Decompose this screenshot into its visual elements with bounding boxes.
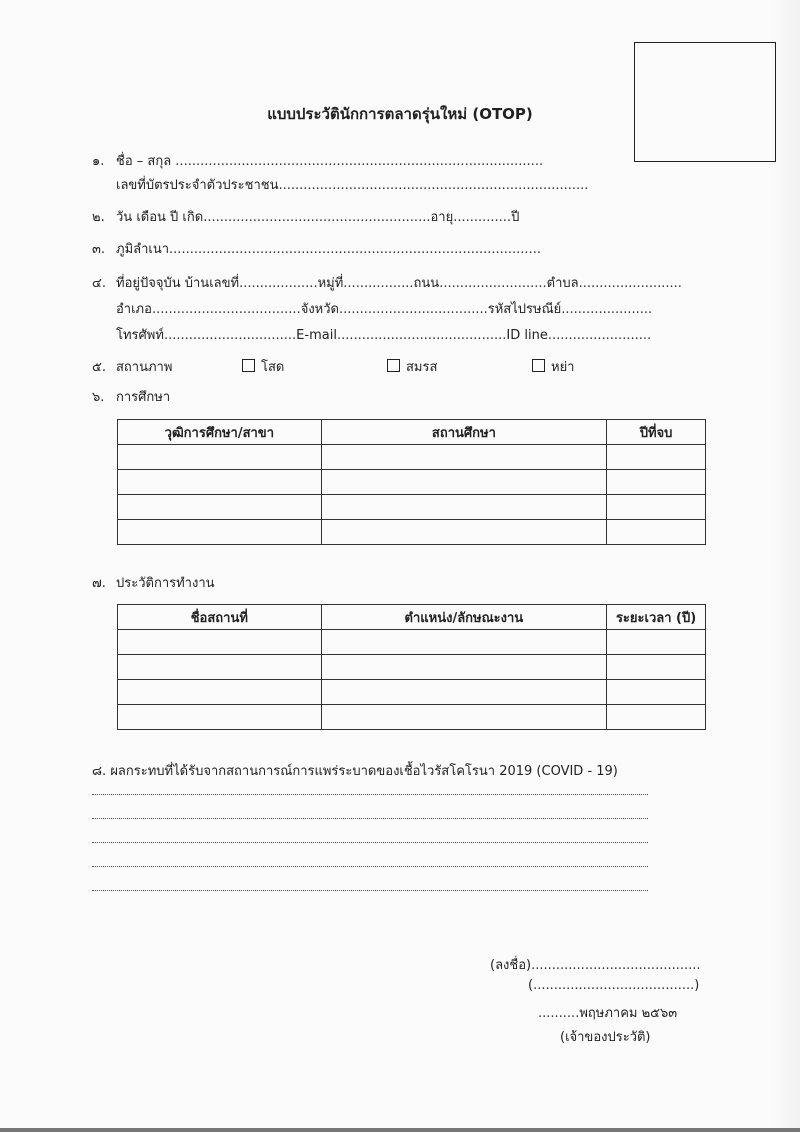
phone-field[interactable]: ................................	[163, 328, 297, 343]
table-cell[interactable]	[118, 655, 322, 680]
checkbox-single[interactable]	[242, 359, 255, 372]
table-row	[118, 470, 706, 495]
postcode-field[interactable]: ......................	[561, 302, 653, 317]
item-number: ๗.	[92, 576, 106, 591]
item-number: ๒.	[92, 210, 105, 225]
column-header: ปีที่จบ	[607, 420, 706, 445]
status-option-divorced[interactable]	[532, 356, 575, 377]
status-divorced-label: หย่า	[551, 360, 575, 375]
table-cell[interactable]	[607, 680, 706, 705]
answer-line[interactable]	[92, 794, 648, 795]
table-row	[118, 705, 706, 730]
row-covid	[92, 760, 618, 781]
status-option-single[interactable]	[242, 356, 284, 377]
checkbox-divorced[interactable]	[532, 359, 545, 372]
covid-label: ผลกระทบที่ได้รับจากสถานการณ์การแพร่ระบาดของเชื้อไวรัสโคโรนา 2019 (COVID - 19)	[110, 764, 618, 779]
work-label: ประวัติการทำงาน	[116, 576, 215, 591]
column-header: สถานศึกษา	[321, 420, 606, 445]
column-header: วุฒิการศึกษา/สาขา	[118, 420, 322, 445]
province-label: จังหวัด	[300, 302, 339, 317]
education-label: การศึกษา	[116, 390, 171, 405]
day-field[interactable]: ..........	[538, 1006, 580, 1021]
owner-caption: (เจ้าของประวัติ)	[560, 1030, 651, 1045]
column-header: ชื่อสถานที่	[118, 605, 322, 630]
moo-field[interactable]: .................	[343, 276, 414, 291]
table-row	[118, 445, 706, 470]
date-line	[538, 1002, 677, 1023]
row-hometown	[92, 238, 541, 259]
answer-line[interactable]	[92, 842, 648, 843]
table-header-row	[118, 420, 706, 445]
moo-label: หมู่ที่	[317, 276, 344, 291]
table-row	[118, 495, 706, 520]
amphoe-label: อำเภอ	[116, 302, 152, 317]
birth-field[interactable]: .......................................................	[203, 210, 431, 225]
table-header-row	[118, 605, 706, 630]
name-field[interactable]: .........................................................................................	[171, 154, 544, 169]
row-address-2	[116, 298, 652, 319]
table-cell[interactable]	[607, 655, 706, 680]
table-row	[118, 680, 706, 705]
status-option-married[interactable]	[387, 356, 437, 377]
age-field[interactable]: ..............	[453, 210, 512, 225]
page-shadow	[770, 0, 800, 1132]
table-row	[118, 630, 706, 655]
table-cell[interactable]	[607, 630, 706, 655]
tambon-field[interactable]: .........................	[578, 276, 682, 291]
table-cell[interactable]	[321, 520, 606, 545]
signature-line	[490, 954, 701, 975]
item-number: ๑.	[92, 154, 105, 169]
table-cell[interactable]	[118, 445, 322, 470]
amphoe-field[interactable]: ....................................	[151, 302, 301, 317]
table-cell[interactable]	[321, 470, 606, 495]
status-label: สถานภาพ	[116, 360, 173, 375]
table-cell[interactable]	[321, 630, 607, 655]
age-label: อายุ	[430, 210, 454, 225]
row-education	[92, 386, 170, 407]
printed-name-line	[528, 978, 699, 993]
education-table	[117, 419, 706, 545]
table-cell[interactable]	[118, 630, 322, 655]
table-row	[118, 655, 706, 680]
answer-line[interactable]	[92, 818, 648, 819]
row-id	[116, 174, 588, 195]
row-contact	[116, 324, 651, 345]
row-status	[92, 356, 172, 377]
column-header: ระยะเวลา (ปี)	[607, 605, 706, 630]
table-cell[interactable]	[321, 655, 607, 680]
id-field[interactable]: ...........................................................................	[278, 178, 589, 193]
name-label: ชื่อ – สกุล	[116, 154, 172, 169]
page-bottom-edge	[0, 1128, 800, 1132]
address-label: ที่อยู่ปัจจุบัน บ้านเลขที่	[116, 276, 240, 291]
date-text: พฤษภาคม ๒๕๖๓	[579, 1006, 678, 1021]
table-cell[interactable]	[607, 495, 706, 520]
item-number: ๔.	[92, 276, 106, 291]
answer-line[interactable]	[92, 890, 648, 891]
form-title: แบบประวัตินักการตลาดรุ่นใหม่ (OTOP)	[267, 105, 533, 123]
hometown-field[interactable]: ..........................................................................................	[169, 242, 541, 257]
answer-line[interactable]	[92, 866, 648, 867]
table-cell[interactable]	[118, 470, 322, 495]
paren-open: (	[528, 978, 534, 993]
postcode-label: รหัสไปรษณีย์	[487, 302, 562, 317]
row-birth	[92, 206, 519, 227]
province-field[interactable]: ....................................	[338, 302, 488, 317]
table-cell[interactable]	[118, 680, 322, 705]
table-cell[interactable]	[607, 470, 706, 495]
tambon-label: ตำบล	[546, 276, 579, 291]
birth-label: วัน เดือน ปี เกิด	[116, 210, 204, 225]
checkbox-married[interactable]	[387, 359, 400, 372]
hometown-label: ภูมิลำเนา	[116, 242, 170, 257]
table-cell[interactable]	[321, 495, 606, 520]
email-field[interactable]: .........................................	[336, 328, 507, 343]
phone-label: โทรศัพท์	[116, 328, 164, 343]
year-unit: ปี	[511, 210, 520, 225]
table-row	[118, 520, 706, 545]
status-married-label: สมรส	[406, 360, 438, 375]
table-cell[interactable]	[607, 445, 706, 470]
row-address-1	[92, 272, 682, 293]
table-cell[interactable]	[321, 680, 607, 705]
item-number: ๓.	[92, 242, 106, 257]
line-label: ID line	[506, 328, 548, 343]
house-number-field[interactable]: ...................	[239, 276, 318, 291]
row-name	[92, 150, 543, 171]
table-cell[interactable]	[118, 705, 322, 730]
printed-name-field[interactable]: .......................................	[533, 978, 695, 993]
id-label: เลขที่บัตรประจำตัวประชาชน	[116, 178, 279, 193]
item-number: ๕.	[92, 360, 106, 375]
column-header: ตำแหน่ง/ลักษณะงาน	[321, 605, 607, 630]
item-number: ๘.	[92, 764, 107, 779]
table-cell[interactable]	[118, 495, 322, 520]
paren-close: )	[694, 978, 700, 993]
row-work	[92, 572, 215, 593]
table-cell[interactable]	[321, 705, 607, 730]
table-cell[interactable]	[321, 445, 606, 470]
status-single-label: โสด	[261, 360, 285, 375]
work-table	[117, 604, 706, 730]
email-label: E-mail	[296, 328, 337, 343]
road-field[interactable]: ..........................	[439, 276, 547, 291]
table-cell[interactable]	[607, 705, 706, 730]
road-label: ถนน	[413, 276, 440, 291]
item-number: ๖.	[92, 390, 105, 405]
line-field[interactable]: .........................	[547, 328, 652, 343]
sign-label: (ลงชื่อ)	[490, 958, 532, 973]
signature-field[interactable]: .........................................	[531, 958, 701, 973]
table-cell[interactable]	[118, 520, 322, 545]
table-cell[interactable]	[607, 520, 706, 545]
